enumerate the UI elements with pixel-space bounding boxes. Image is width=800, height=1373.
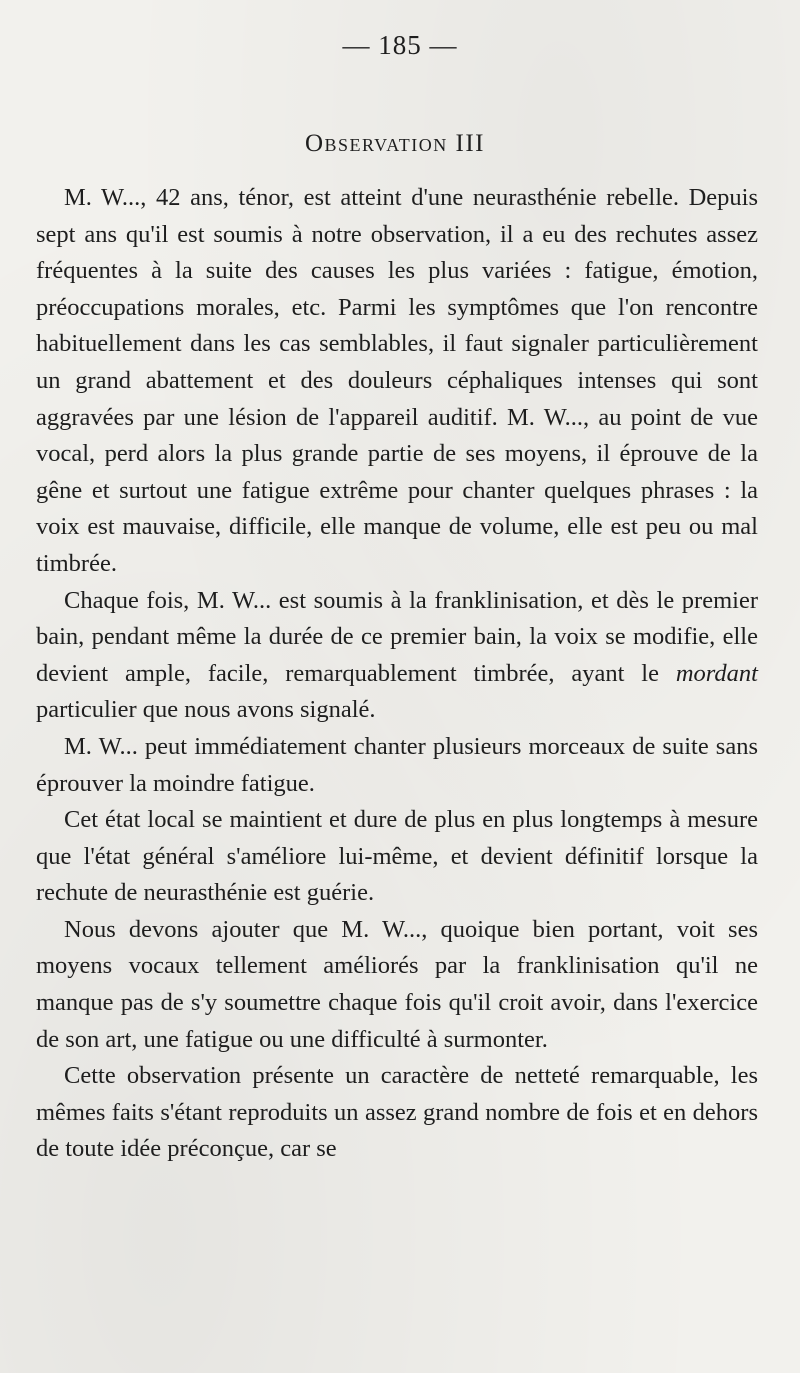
paragraph-4: Cet état local se maintient et dure de plus en plus longtemps à mesure que l'état général s'améliore lui-même, et devient définitif lorsque la rechute de neurasthénie est guérie. (36, 806, 758, 907)
paragraph-2-end: particulier que nous avons signalé. (36, 696, 376, 724)
paragraph-6: Cette observation présente un caractère de netteté remarquable, les mêmes faits s'étant reproduits un assez grand nombre de fois et en dehors de toute idée préconçue, car se (36, 1062, 758, 1163)
paragraph-2 (36, 583, 758, 729)
section-heading: Observation III (304, 130, 486, 157)
paragraph-5: Nous devons ajouter que M. W..., quoique bien portant, voit ses moyens vocaux tellement améliorés par la franklinisation qu'il ne manque pas de s'y soumettre chaque fois qu'il croit avoir, dans l'exercice de son art, une fatigue ou une difficulté à surmonter. (36, 915, 758, 1053)
paragraph-3: M. W... peut immédiatement chanter plusieurs morceaux de suite sans éprouver la moindre fatigue. (36, 732, 758, 797)
body-text (36, 180, 758, 1168)
page-number: — 185 — (342, 30, 458, 60)
paragraph-2-start: Chaque fois, M. W... est soumis à la franklinisation, et dès le premier bain, pendant même la durée de ce premier bain, la voix se modifie, elle devient ample, facile, remarquablement timbrée, ayant le (36, 586, 758, 687)
italic-word-mordant: mordant (675, 659, 758, 687)
paragraph-1: M. W..., 42 ans, ténor, est atteint d'une neurasthénie rebelle. Depuis sept ans qu'il est soumis à notre observation, il a eu des rechutes assez fréquentes à la suite des causes les plus variées : fatigue, émotion, préoccupations morales, etc. Parmi les symptômes que l'on rencontre habituellement dans les cas semblables, il faut signaler particulièrement un grand abattement et des douleurs céphaliques intenses qui sont aggravées par une lésion de l'appareil auditif. M. W..., au point de vue vocal, perd alors la plus grande partie de ses moyens, il éprouve de la gêne et surtout une fatigue extrême pour chanter quelques phrases : la voix est mauvaise, difficile, elle manque de volume, elle est peu ou mal timbrée. (36, 184, 758, 577)
